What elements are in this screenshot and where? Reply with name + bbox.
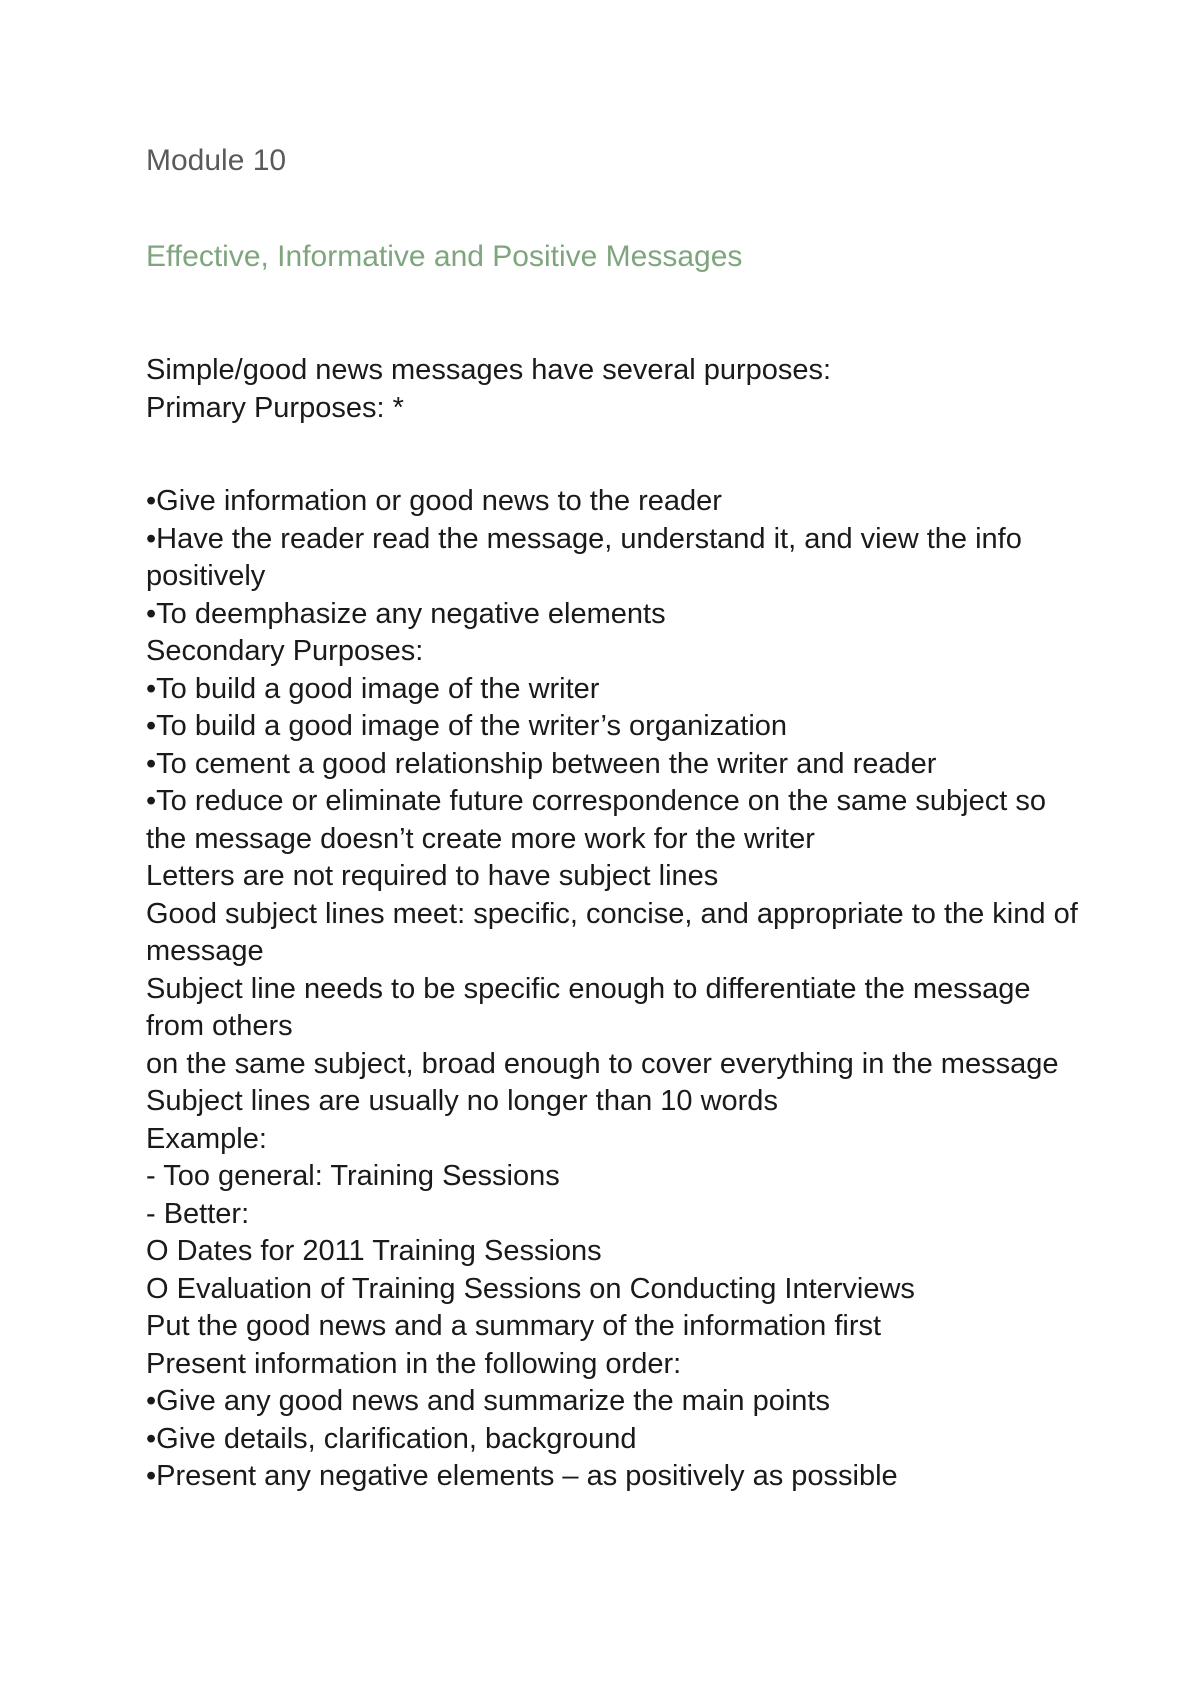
text-line — [146, 1346, 1086, 1384]
bullet-glyph: • — [146, 1422, 157, 1455]
text-line — [146, 352, 1086, 390]
text-line — [146, 633, 1086, 671]
text-line — [146, 390, 1086, 428]
text-line — [146, 1046, 1086, 1084]
line-text: O Dates for 2011 Training Sessions — [146, 1235, 602, 1267]
line-text: To build a good image of the writer’s organization — [156, 710, 788, 742]
line-text: Simple/good news messages have several purposes: — [146, 354, 832, 386]
line-text: To reduce or eliminate future correspondence on the same subject so the message doesn’t create more work for the writer — [146, 785, 1046, 855]
text-line — [146, 1271, 1086, 1309]
line-text: To build a good image of the writer — [156, 672, 600, 705]
bullet-item — [146, 746, 1086, 784]
line-text: Secondary Purposes: — [146, 635, 424, 667]
text-line — [146, 1233, 1086, 1271]
bullet-item — [146, 1458, 1086, 1496]
line-text: Primary Purposes: * — [146, 391, 404, 424]
bullet-glyph: • — [146, 485, 157, 517]
text-line — [146, 896, 1086, 971]
bullet-glyph: • — [146, 1385, 157, 1417]
line-text: Present information in the following order: — [146, 1347, 682, 1380]
bullet-item — [146, 1383, 1086, 1421]
bullet-item — [146, 596, 1086, 634]
module-title: Module 10 — [146, 144, 287, 177]
line-text: To cement a good relationship between the writer and reader — [156, 747, 937, 780]
line-text: Give information or good news to the reader — [156, 485, 722, 517]
bullet-item — [146, 708, 1086, 746]
bullet-glyph: • — [146, 522, 157, 555]
bullet-item — [146, 1421, 1086, 1459]
bullet-item — [146, 671, 1086, 709]
bullet-item — [146, 483, 1086, 521]
line-text: Subject lines are usually no longer than 10 words — [146, 1085, 778, 1117]
bullet-glyph: • — [146, 710, 157, 742]
bullet-glyph: • — [146, 1460, 157, 1492]
bullet-glyph: • — [146, 785, 157, 817]
text-line — [146, 1196, 1086, 1234]
text-line — [146, 1083, 1086, 1121]
line-text: Letters are not required to have subject lines — [146, 860, 719, 892]
document-heading: Effective, Informative and Positive Messages — [146, 240, 743, 273]
bullet-item — [146, 783, 1086, 858]
line-text: Example: — [146, 1122, 267, 1155]
text-line — [146, 1121, 1086, 1159]
line-text: O Evaluation of Training Sessions on Conducting Interviews — [146, 1272, 915, 1305]
text-line — [146, 858, 1086, 896]
bullet-glyph: • — [146, 672, 157, 705]
line-text: Subject line needs to be specific enough to differentiate the message from others — [146, 972, 1031, 1042]
bullet-glyph: • — [146, 747, 157, 780]
line-text: - Better: — [146, 1197, 250, 1230]
line-text: Present any negative elements – as positively as possible — [156, 1460, 898, 1492]
line-text: Give any good news and summarize the main points — [156, 1385, 830, 1417]
bullet-glyph: • — [146, 597, 157, 630]
line-text: Give details, clarification, background — [156, 1422, 637, 1455]
line-text: To deemphasize any negative elements — [156, 597, 666, 630]
body-text — [146, 352, 1086, 1496]
line-text: Good subject lines meet: specific, concise, and appropriate to the kind of message — [146, 897, 1078, 967]
line-text: - Too general: Training Sessions — [146, 1160, 560, 1192]
text-line — [146, 1308, 1086, 1346]
line-text: Put the good news and a summary of the information first — [146, 1310, 882, 1342]
line-text: on the same subject, broad enough to cover everything in the message — [146, 1047, 1059, 1080]
text-line — [146, 971, 1086, 1046]
bullet-item — [146, 521, 1086, 596]
line-text: Have the reader read the message, understand it, and view the info positively — [146, 522, 1022, 592]
text-line — [146, 1158, 1086, 1196]
